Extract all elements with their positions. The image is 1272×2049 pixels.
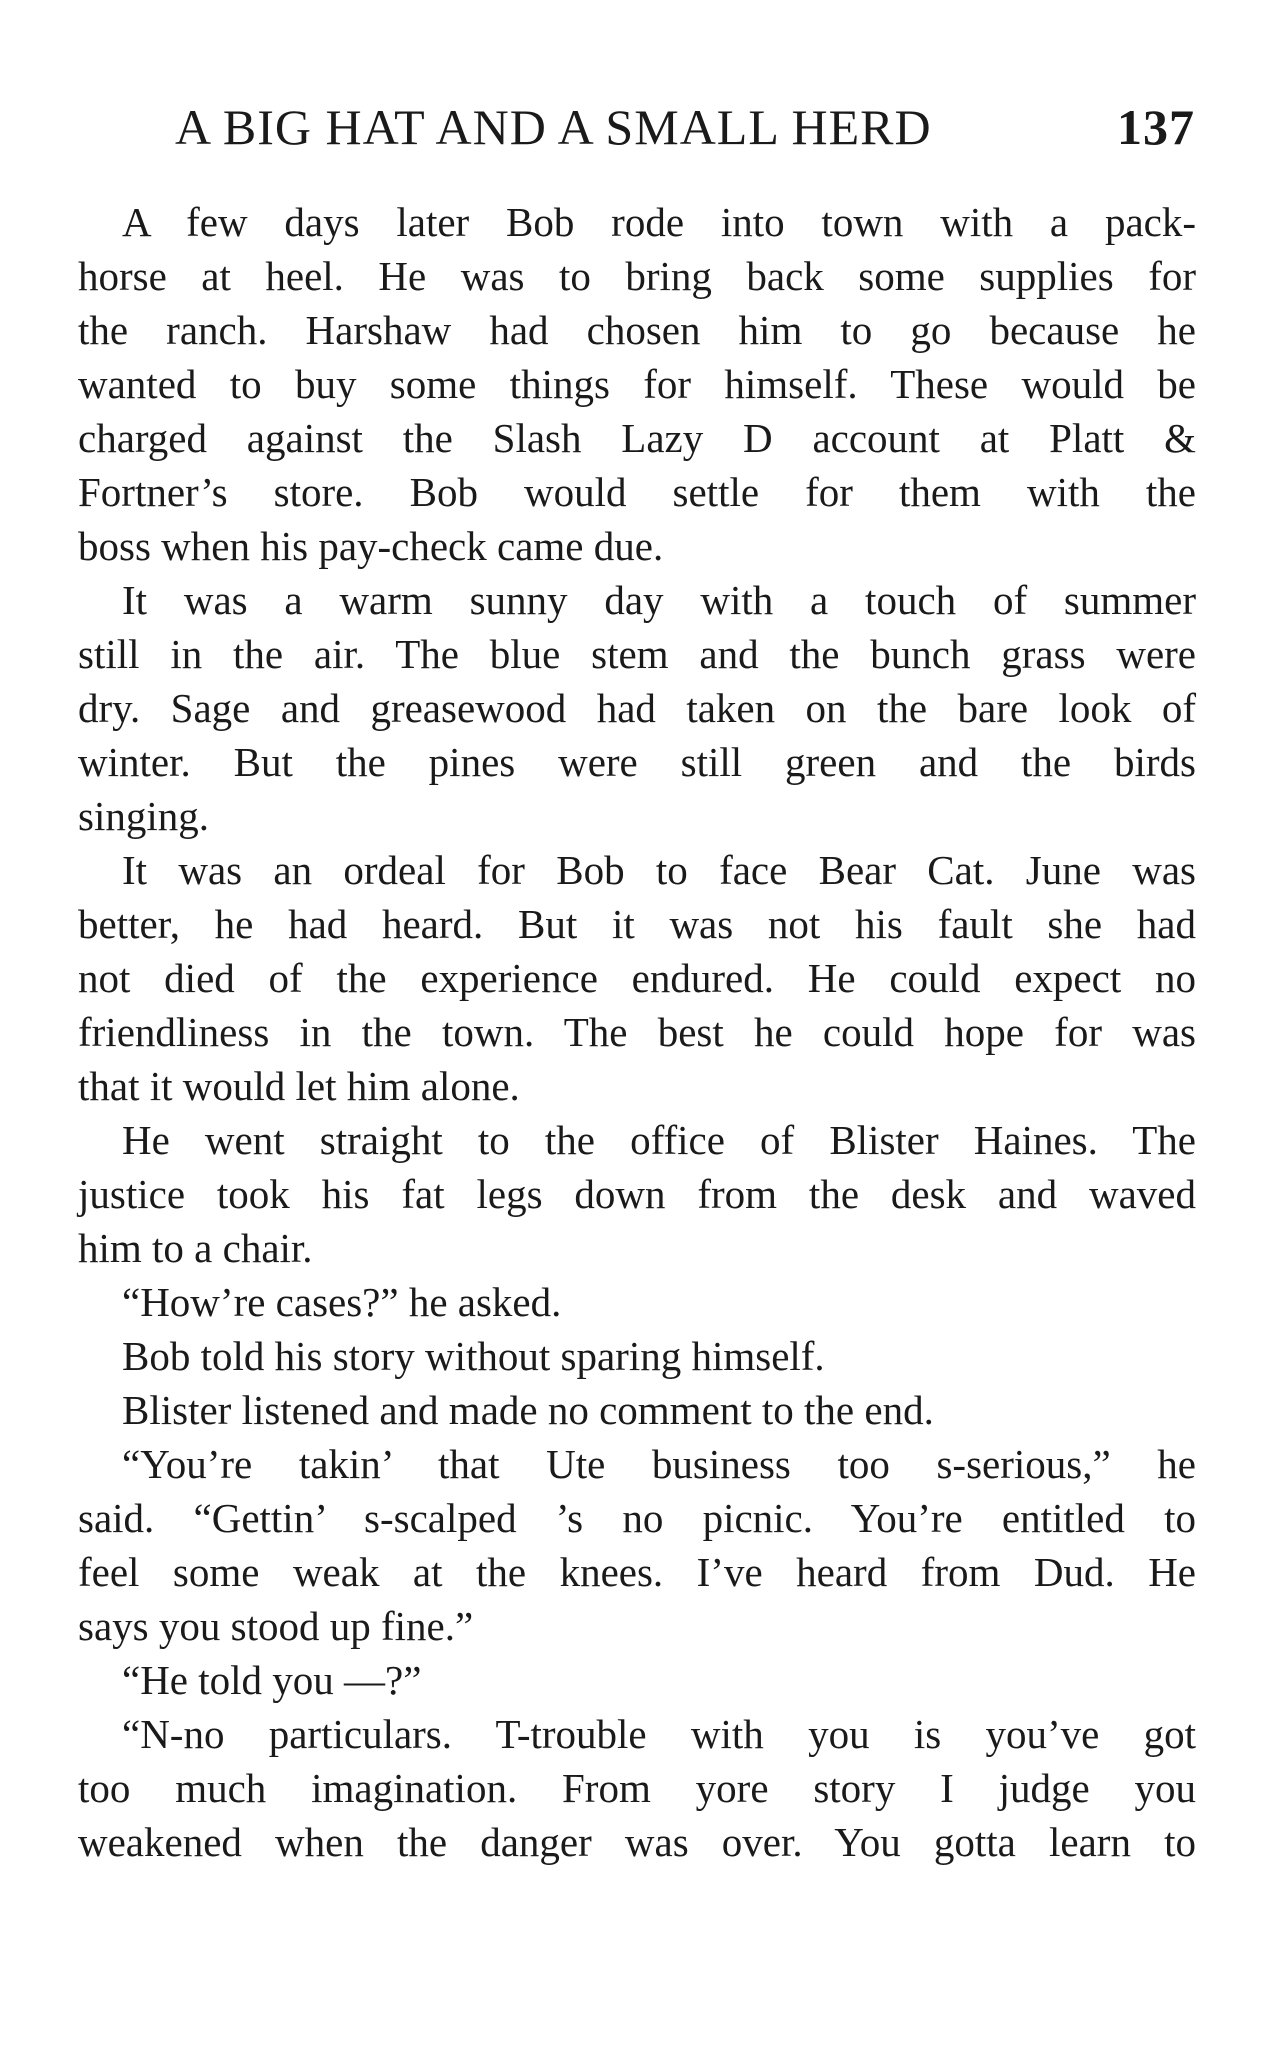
text-line: still in the air. The blue stem and the bunch grass were — [78, 631, 1196, 677]
running-head-title: A BIG HAT AND A SMALL HERD — [175, 99, 932, 155]
text-line: “How’re cases?” he asked. — [122, 1279, 562, 1325]
text-line: the ranch. Harshaw had chosen him to go because he — [78, 307, 1196, 353]
text-line: A few days later Bob rode into town with a pack- — [122, 199, 1196, 245]
text-line: weakened when the danger was over. You gotta learn to — [78, 1819, 1196, 1865]
text-line: It was a warm sunny day with a touch of summer — [122, 577, 1196, 623]
text-line: winter. But the pines were still green and the birds — [78, 739, 1196, 785]
text-line: said. “Gettin’ s-scalped ’s no picnic. You’re entitled to — [78, 1495, 1196, 1541]
text-line: Fortner’s store. Bob would settle for them with the — [78, 469, 1196, 515]
text-line: dry. Sage and greasewood had taken on the bare look of — [78, 685, 1196, 731]
text-line: feel some weak at the knees. I’ve heard from Dud. He — [78, 1549, 1196, 1595]
text-line: friendliness in the town. The best he could hope for was — [78, 1009, 1196, 1055]
text-line: horse at heel. He was to bring back some supplies for — [78, 253, 1196, 299]
text-line: charged against the Slash Lazy D account at Platt & — [78, 415, 1196, 461]
text-line: Bob told his story without sparing himself. — [122, 1333, 825, 1379]
text-line: him to a chair. — [78, 1225, 313, 1271]
text-line: “You’re takin’ that Ute business too s-serious,” he — [122, 1441, 1196, 1487]
text-line: justice took his fat legs down from the desk and waved — [78, 1171, 1196, 1217]
text-line: It was an ordeal for Bob to face Bear Cat. June was — [122, 847, 1196, 893]
text-line: “He told you —?” — [122, 1657, 422, 1703]
text-line: says you stood up fine.” — [78, 1603, 474, 1649]
page-number: 137 — [1117, 99, 1195, 155]
text-line: “N-no particulars. T-trouble with you is you’ve got — [122, 1711, 1196, 1757]
text-line: that it would let him alone. — [78, 1063, 520, 1109]
text-line: He went straight to the office of Blister Haines. The — [122, 1117, 1196, 1163]
text-line: too much imagination. From yore story I judge you — [78, 1765, 1196, 1811]
text-line: boss when his pay-check came due. — [78, 523, 664, 569]
text-line: wanted to buy some things for himself. These would be — [78, 361, 1196, 407]
text-line: singing. — [78, 793, 209, 839]
text-line: not died of the experience endured. He could expect no — [78, 955, 1196, 1001]
text-line: better, he had heard. But it was not his fault she had — [78, 901, 1196, 947]
body-text — [78, 195, 1196, 1869]
running-head — [175, 98, 1195, 158]
text-line: Blister listened and made no comment to the end. — [122, 1387, 934, 1433]
